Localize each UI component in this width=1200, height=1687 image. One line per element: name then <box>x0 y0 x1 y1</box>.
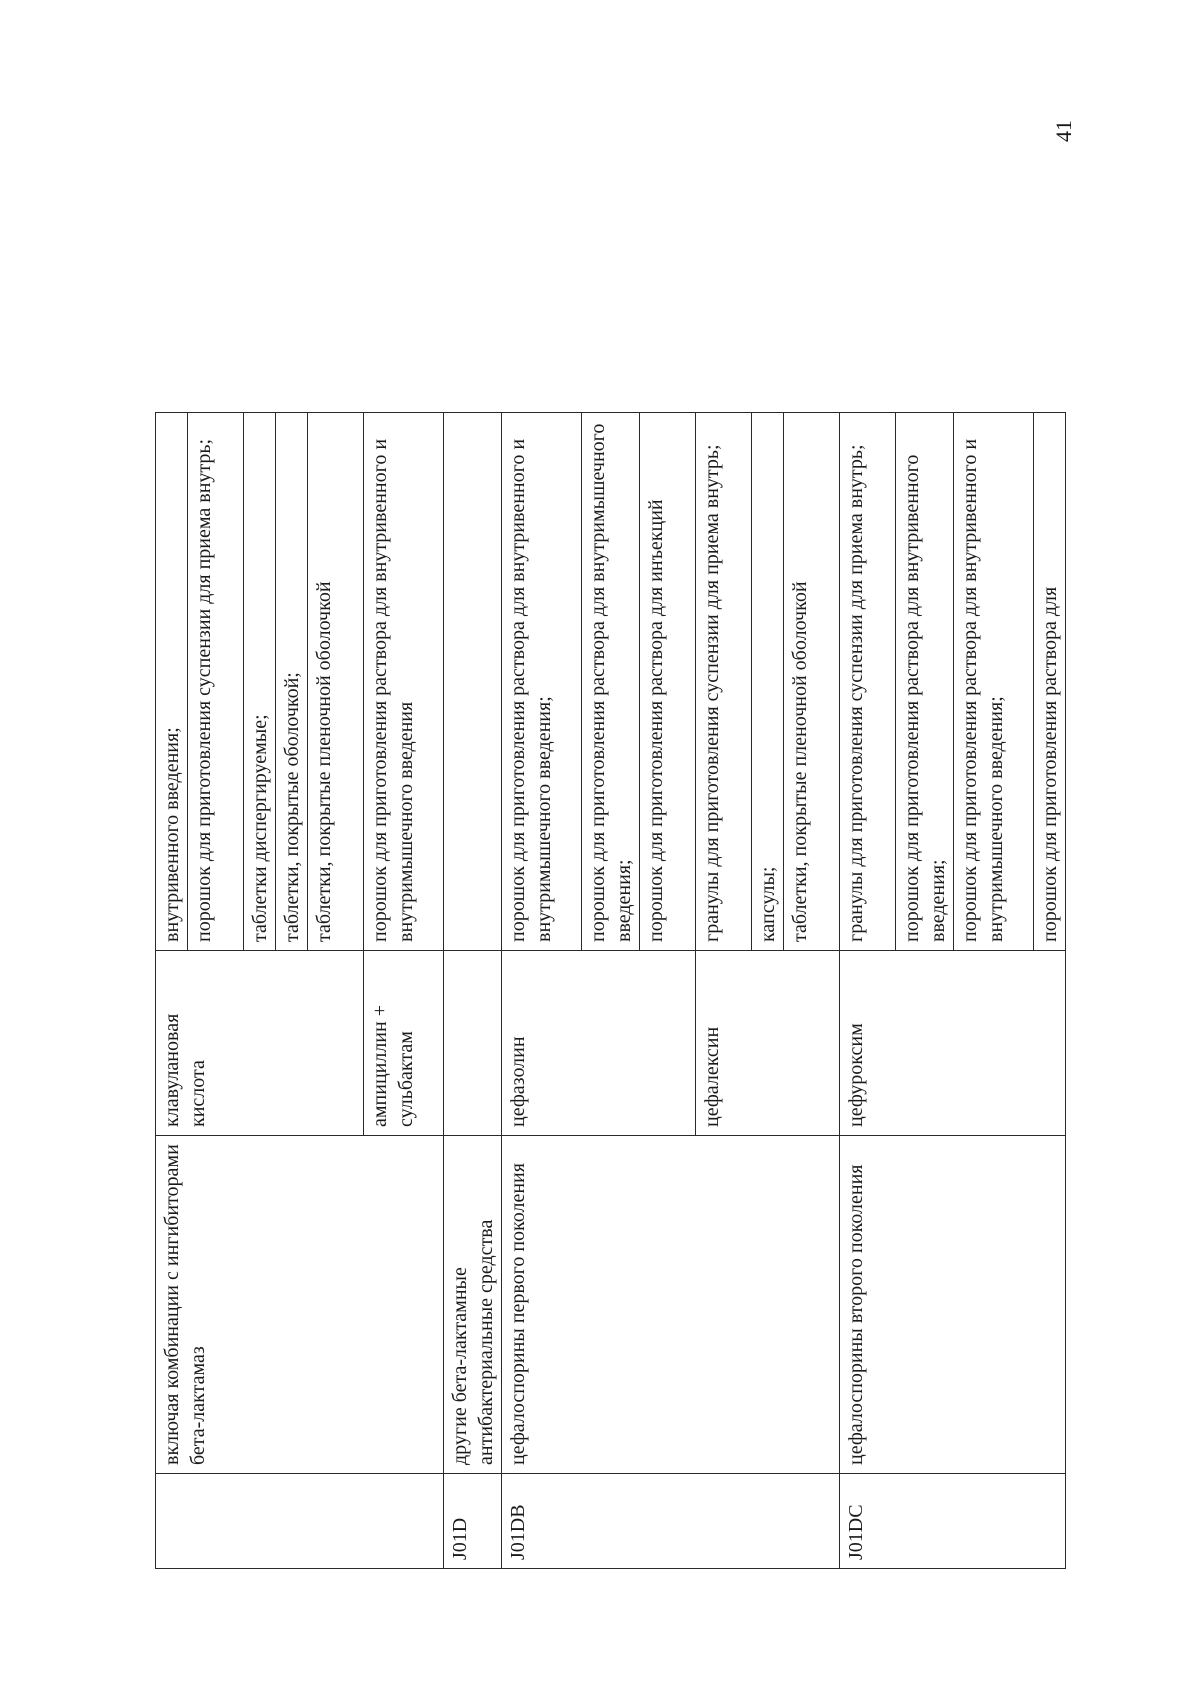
dosage-form-cell: капсулы; <box>752 413 784 951</box>
atc-code-cell <box>156 1474 444 1569</box>
group-cell: цефалоспорины второго поколения <box>840 1136 1066 1474</box>
drug-name-cell: ампициллин + сульбактам <box>364 951 444 1136</box>
dosage-form-cell: порошок для приготовления раствора для инъекций <box>640 413 696 951</box>
dosage-form-cell: порошок для приготовления суспензии для приема внутрь; <box>188 413 244 951</box>
dosage-form-cell <box>444 413 502 951</box>
dosage-form-cell: порошок для приготовления раствора для внутримышечного введения; <box>582 413 640 951</box>
group-cell: другие бета-лактамные антибактериальные средства <box>444 1136 502 1474</box>
dosage-form-cell: порошок для приготовления раствора для внутривенного и внутримышечного введения; <box>502 413 582 951</box>
table-rotator <box>155 413 1061 1569</box>
drug-name-cell: цефалексин <box>696 951 840 1136</box>
page-number: 41 <box>1051 120 1076 142</box>
atc-code-cell: J01D <box>444 1474 502 1569</box>
dosage-form-cell: порошок для приготовления раствора для внутривенного и внутримышечного введения; <box>954 413 1034 951</box>
atc-code-cell: J01DC <box>840 1474 1066 1569</box>
table-row <box>502 413 582 1569</box>
group-cell: цефалоспорины первого поколения <box>502 1136 840 1474</box>
dosage-form-cell: гранулы для приготовления суспензии для приема внутрь; <box>696 413 752 951</box>
drug-classification-table <box>155 412 1066 1569</box>
dosage-form-cell: порошок для приготовления раствора для внутривенного и внутримышечного введения <box>364 413 444 951</box>
drug-name-cell: цефазолин <box>502 951 696 1136</box>
dosage-form-cell: порошок для приготовления раствора для <box>1034 413 1066 951</box>
rotated-table-frame <box>155 413 1061 1569</box>
table-row <box>156 413 188 1569</box>
drug-name-cell: цефуроксим <box>840 951 1066 1136</box>
dosage-form-cell: порошок для приготовления раствора для внутривенного введения; <box>896 413 954 951</box>
dosage-form-cell: внутривенного введения; <box>156 413 188 951</box>
group-cell: включая комбинации с ингибиторами бета-лактамаз <box>156 1136 444 1474</box>
atc-code-cell: J01DB <box>502 1474 840 1569</box>
dosage-form-cell: таблетки, покрытые пленочной оболочкой <box>784 413 840 951</box>
dosage-form-cell: таблетки диспергируемые; <box>244 413 276 951</box>
drug-name-cell <box>444 951 502 1136</box>
dosage-form-cell: таблетки, покрытые пленочной оболочкой <box>308 413 364 951</box>
table-row <box>840 413 896 1569</box>
table-row <box>444 413 502 1569</box>
dosage-form-cell: таблетки, покрытые оболочкой; <box>276 413 308 951</box>
dosage-form-cell: гранулы для приготовления суспензии для приема внутрь; <box>840 413 896 951</box>
drug-name-cell: клавулановая кислота <box>156 951 364 1136</box>
